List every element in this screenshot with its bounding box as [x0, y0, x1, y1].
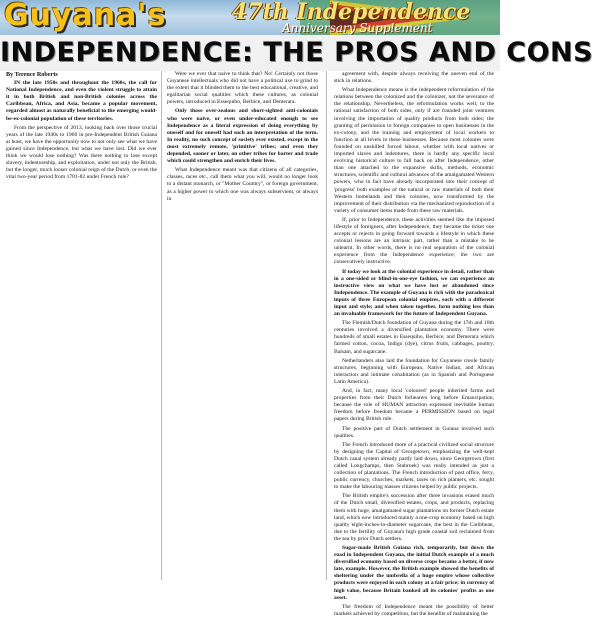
paragraph: IN the late 1950s and throughout the 1960s, the call for National Independence, and even the violent struggle to attain it in both British and non-British colonies across the Caribbean, Africa, and Asia, became a popular movement, regarded almost as naturally beneficial to the emerging would-be-ex-colonial population of these territories.: [6, 80, 157, 122]
paragraph: Only those over-zealous and short-sighted anti-colonials who were naive, or even under-educated enough to see Independence as a literal expression of doing everything by oneself and for oneself had such an interpretation of the term. In reality, no such concept of society ever existed, except in the most extremely remote, 'primitive' tribes; and even they depended, sooner or later, on other tribes for barter and trade which could strengthen and enrich their lives.: [167, 108, 318, 165]
column-3: [334, 71, 494, 617]
column-1-paragraphs: [6, 80, 157, 181]
paragraph: The positive part of Dutch settlement in Guiana involved such qualities.: [334, 425, 494, 439]
column-3-paragraphs: [334, 71, 494, 618]
article-headline-bar: [0, 35, 593, 71]
paragraph: From the perspective of 2013, looking back over those crucial years of the late 1940s to 1966 in pre-Independent British Guiana at least, we have the opportunity now to not only see what we have gained since Independence, but what we have lost. Did we ever think we would lose nothing? Was there nothing to lose except slavery, indentureship, and exploitation, under not only the British, but the longer, much looser colonial reign of the Dutch, or even the vital two-year period from 1781-82 under French rule?: [6, 124, 157, 181]
paragraph: If, prior to Independence, these activities seemed like the imposed lifestyle of foreigners, after Independence, they became the ticket one accepts or rejects in going forward towards a lifestyle in which these colonial lessons are an intrinsic part, rather than a mistake to be unlearnt. In other words, there is no real separation of the colonial experience from the Independence experience; the two are consecutively instructive.: [334, 216, 494, 266]
column-2: [167, 71, 318, 580]
paragraph: What Independence means is the independent reformulation of the relations between the colonized and the colonizer, not the severance of the relationship. Nevertheless, the reformulation works well, to the rational satisfaction of both sides, only if are founded joint ventures involving the importation of quality products from both sides; the granting of permission to foreign companies to open businesses in the ex-colony, and the training and employment of local workers to function at all levels in these businesses. Because most colonies were founded on unskilled forced labour, whether with local natives or imported slaves and indentures, there is hardly any specific local evolving historical culture to fall back on after Independence, other than one attached to the expansive skills, methods, economic structures, scientific and cultural advances of the amalgamated Western powers, who in fact have already incorporated into their concept of 'progress' both examples of the natural or raw materials of both their Western homelands and their colonies, now transformed by the improvement of their distribution via the mechanized reproduction of a variety of consumer items made from these raw materials.: [334, 87, 494, 214]
paragraph: The French introduced more of a practical civilized social structure by designing the Capital of Georgetown, emphasizing the well-kept Dutch canal system already partly laid down, since Georgetown (first called Longchamps, then Stabroek) was really intended as just a collection of plantations. The French introduction of post office, ferry, public currency, churches, markets, taxes on rich planters, etc. sought to make the labouring masses citizens helped by public projects.: [334, 441, 494, 491]
paragraph: And, in fact, many local 'coloured' people inherited farms and properties from their Dutch forbearers long before Emancipation, because the role of HUMAN attraction expressed inevitable human freedom before freedom became a PERMISSION based on legal papers during British rule.: [334, 388, 494, 423]
masthead-supplement: Anniversary Supplement: [282, 21, 433, 35]
paragraph: The Flemish/Dutch foundation of Guyana during the 17th and 18th centuries involved a diversified plantation economy. There were hundreds of small estates in Essequibo, Berbice, and Demerara which farmed cotton, cocoa, Indigo (dye), citrus fruits, cabbages, poultry, Balsam, and sugarcane.: [334, 320, 494, 355]
byline: By Terence Roberts: [6, 71, 58, 78]
masthead-edition: 47th Independence: [232, 0, 471, 25]
masthead-banner: [0, 0, 500, 36]
paragraph: Netherlanders also laid the foundation for Guyanese creole family structures, beginning with European, Native Indian, and African interaction and intimate cohabitation (as in Spanish and Portuguese Latin America).: [334, 357, 494, 385]
paragraph: What Independence meant was that citizens of all categories, classes, races etc., call them what you will, would no longer look to a distant monarch, or "Mother Country", or foreign government, as a higher power to which one was always subservient, or always in: [167, 167, 318, 202]
column-2-paragraphs: [167, 71, 318, 203]
column-divider: [161, 71, 162, 580]
paragraph: Were we ever that naive to think that? No! Certainly not those Guyanese intellectuals who did not have a political axe to grind to the extent that it blinded them to the best educational, creative, and egalitarian social qualities which these cultures, as colonial powers, introduced in Essequibo, Berbice, and Demerara.: [167, 71, 318, 106]
article-headline: INDEPENDENCE: THE PROS AND CONS: [0, 37, 593, 68]
column-1: [6, 71, 157, 580]
paragraph: agreement with, despite always receiving the uneven end of the stick in relations.: [334, 71, 494, 85]
column-divider: [326, 71, 327, 580]
paragraph: If today we look at the colonial experience in detail, rather than in a one-sided or blind-in-one-eye fashion, we can experience an instructive view on what we have lost or abandoned since Independence. The example of Guyana is rich with the paradoxical inputs of three European colonial empires, each with a different input and style; and when taken together, form nothing less than an invaluable framework for the future of Independent Guyana.: [334, 268, 494, 318]
masthead-brand: Guyana's: [4, 0, 167, 33]
article-body: [0, 71, 500, 617]
paragraph: Sugar-made British Guiana rich, temporarily, but down the road in Independent Guyana, the initial Dutch example of a much diversified economy based on diverse crops became a better, if now late, example. However, the British example showed the benefits of sheltering under the umbrella of a huge empire whose collective products were enjoyed in each colony at a fair price; in currency of high value, because Britain banked all its colonies' profits as one asset.: [334, 545, 494, 601]
paragraph: The British empire's succession after three invasions erased much of the Dutch small, diversified estates, crops, and products, replacing them with huge, amalgamated sugar plantations on former Dutch estate land, which now introduced mainly a one-crop economy based on high quality eight-inches-in-diameter sugarcane, the best in the Caribbean, due to the fertility of Guyana's high grade coastal soil reclaimed from the sea by prior Dutch settlers.: [334, 493, 494, 542]
paragraph: The freedom of Independence meant the possibility of better markets achieved by competition, but the benefits of maintaining the: [334, 603, 494, 617]
